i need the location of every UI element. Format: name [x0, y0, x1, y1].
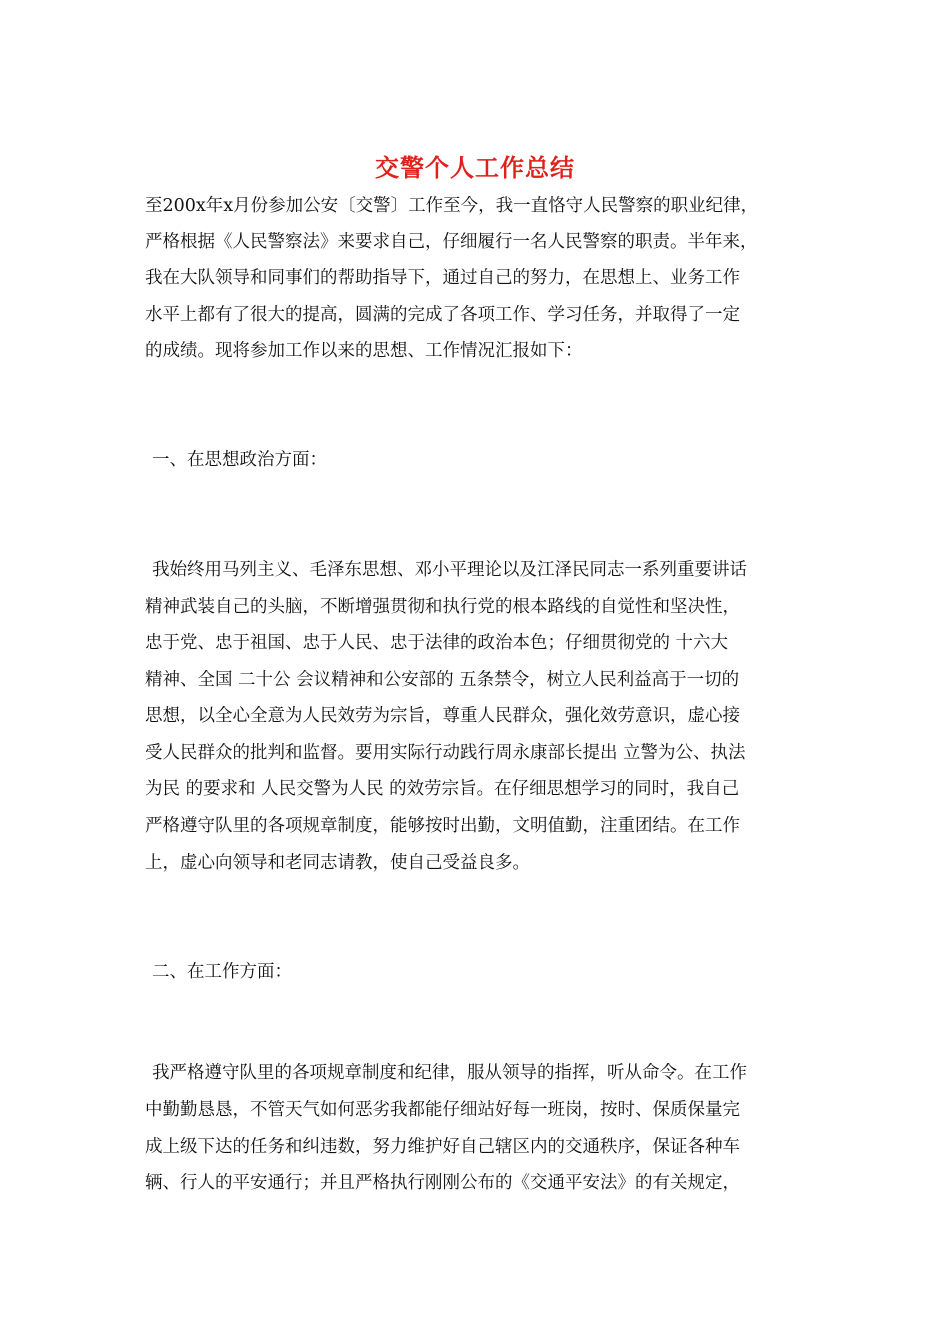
paragraph-line: 受人民群众的批判和监督。要用实际行动践行周永康部长提出 立警为公、执法	[145, 743, 746, 763]
paragraph-line: 辆、行人的平安通行；并且严格执行刚刚公布的《交通平安法》的有关规定，	[145, 1173, 740, 1193]
paragraph-line: 至200x年x月份参加公安〔交警〕工作至今，我一直恪守人民警察的职业纪律，	[145, 196, 759, 216]
section-heading: 二、在工作方面：	[152, 962, 292, 982]
section-heading: 一、在思想政治方面：	[152, 450, 327, 470]
paragraph-line: 我始终用马列主义、毛泽东思想、邓小平理论以及江泽民同志一系列重要讲话	[152, 560, 747, 580]
paragraph-line: 的成绩。现将参加工作以来的思想、工作情况汇报如下：	[145, 341, 583, 361]
paragraph-line: 中勤勤恳恳，不管天气如何恶劣我都能仔细站好每一班岗，按时、保质保量完	[145, 1100, 740, 1120]
paragraph-line: 严格遵守队里的各项规章制度，能够按时出勤，文明值勤，注重团结。在工作	[145, 816, 740, 836]
paragraph-line: 严格根据《人民警察法》来要求自己，仔细履行一名人民警察的职责。半年来，	[145, 232, 758, 252]
paragraph-line: 我在大队领导和同事们的帮助指导下，通过自己的努力，在思想上、业务工作	[145, 268, 740, 288]
paragraph-line: 为民 的要求和 人民交警为人民 的效劳宗旨。在仔细思想学习的同时，我自己	[145, 779, 740, 799]
paragraph-line: 水平上都有了很大的提高，圆满的完成了各项工作、学习任务，并取得了一定	[145, 305, 740, 325]
paragraph-line: 忠于党、忠于祖国、忠于人民、忠于法律的政治本色；仔细贯彻党的 十六大	[145, 633, 729, 653]
document-title: 交警个人工作总结	[375, 153, 575, 182]
paragraph-line: 上，虚心向领导和老同志请教，使自己受益良多。	[145, 853, 530, 873]
paragraph-line: 精神武装自己的头脑，不断增强贯彻和执行党的根本路线的自觉性和坚决性，	[145, 597, 740, 617]
paragraph-line: 思想，以全心全意为人民效劳为宗旨，尊重人民群众，强化效劳意识，虚心接	[145, 706, 740, 726]
paragraph-line: 我严格遵守队里的各项规章制度和纪律，服从领导的指挥，听从命令。在工作	[152, 1063, 747, 1083]
paragraph-line: 精神、全国 二十公 会议精神和公安部的 五条禁令，树立人民利益高于一切的	[145, 670, 740, 690]
paragraph-line: 成上级下达的任务和纠违数，努力维护好自己辖区内的交通秩序，保证各种车	[145, 1137, 740, 1157]
